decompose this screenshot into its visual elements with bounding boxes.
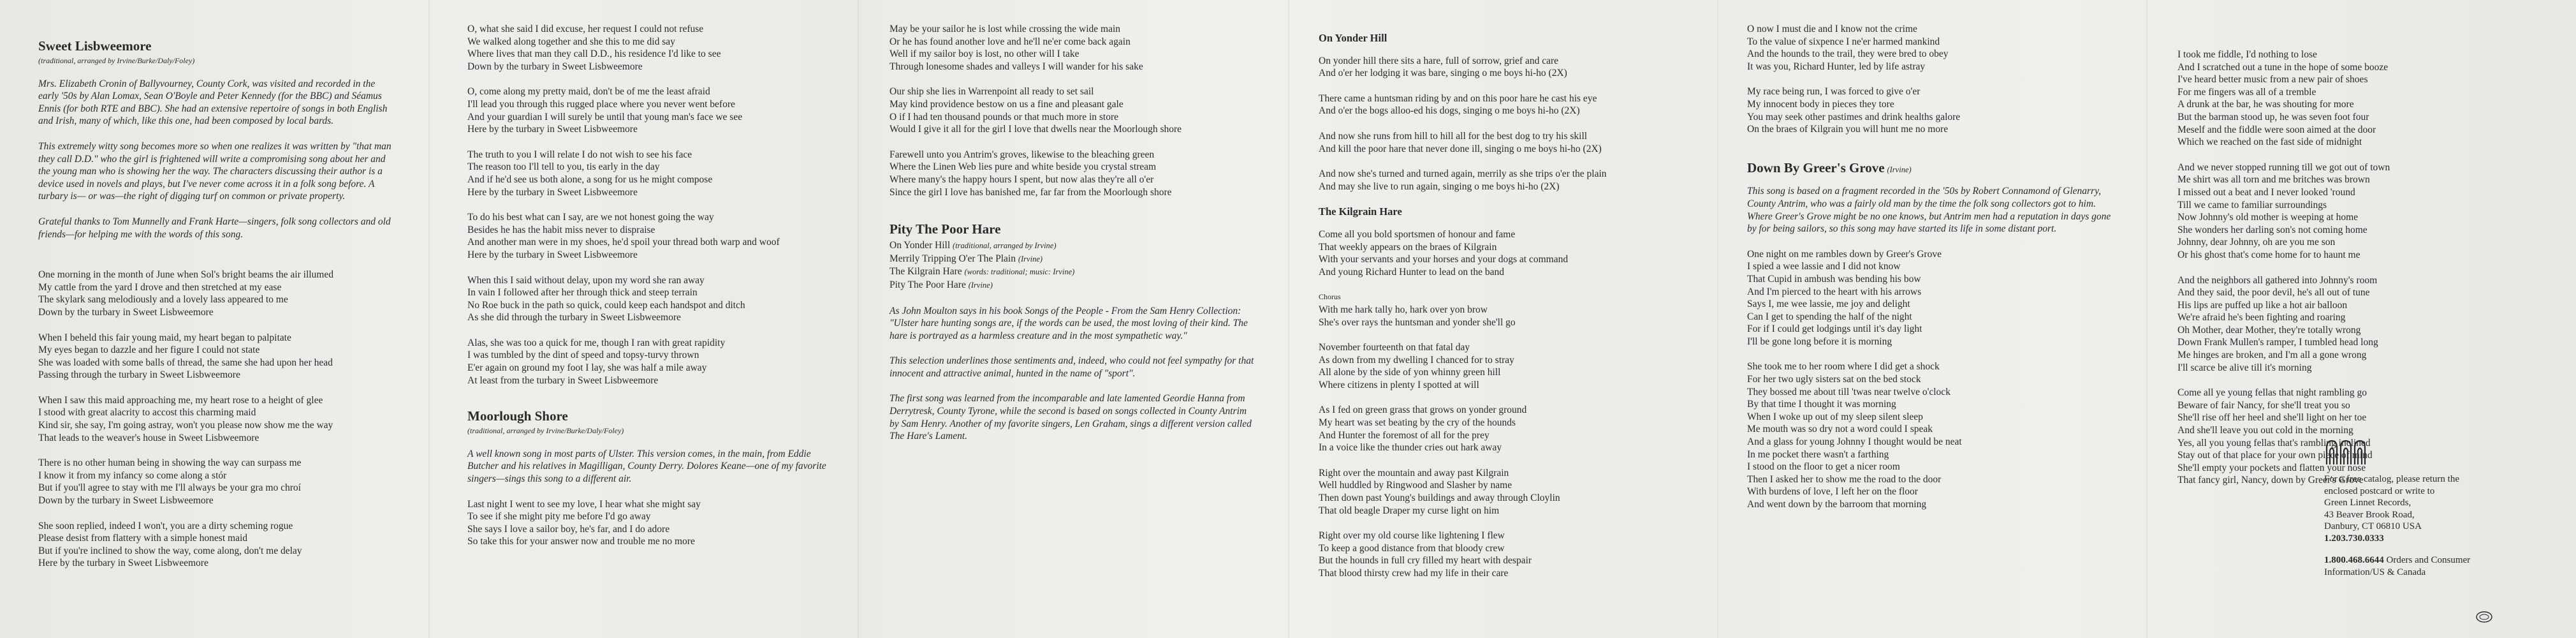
verse: O, what she said I did excuse, her request I could not refuse We walked along together and she this to me did say Where lives that man they call D.D., his residence I'd like to see Down by the turbary in Sweet Lisbweemore	[467, 24, 721, 72]
column-6	[2177, 48, 2535, 500]
verse: I took me fiddle, I'd nothing to lose And I scratched out a tune in the hope of some booze I've heard better music from a new pair of shoes For me fingers was all of a tremble A drunk at the bar, he was shouting for more But the barman stood up, he was seven foot four Meself and the fiddle were soon aimed at the door Which we reached on the fast side of midnight	[2177, 49, 2389, 148]
song-title: Pity The Poor Hare	[889, 221, 1001, 237]
contact-line	[2324, 554, 2503, 567]
verse: Alas, she was too a quick for me, though I ran with great rapidity I was tumbled by the dint of speed and topsy-turvy thrown E'er again on ground my foot I lay, she was half a mile away At least from the turbary in Sweet Lisbweemore	[467, 337, 726, 386]
verse: She soon replied, indeed I won't, you are a dirty scheming rogue Please desist from flattery with a simple honest maid But if you're inclined to show the way, come along, don't me delay Here by the turbary in Sweet Lisbweemore	[38, 520, 302, 569]
phone-number: 1.203.730.0333	[2324, 533, 2384, 544]
intro-paragraph: This song is based on a fragment recorded in the '50s by Robert Connamond of Glenarry, County Antrim, who was a fairly old man by the time the folk song collectors got to him. Where Greer's Grove might be no one knows, but Antrim men had a reputation in days gone by for being sailors, so this song may have started its life in some distant port.	[1747, 186, 2111, 235]
verse: And the neighbors all gathered into Johnny's room And they said, the poor devil, he's all out of tune His lips are puffed up like a hot air balloon We're afraid he's been fighting and roaring Oh Mother, dear Mother, they're totally wrong Down Frank Mullen's ramper, I tumbled head long Me hinges are broken, and I'm all a gone wrong I'll scarce be alive till it's morning	[2177, 274, 2378, 373]
chorus-label: Chorus	[1319, 292, 1341, 302]
contact-info	[2324, 473, 2503, 578]
track-list	[889, 239, 1256, 292]
chorus: With me hark tally ho, hark over yon brow She's over rays the huntsman and yonder she'll go	[1319, 304, 1516, 328]
verse: Farewell unto you Antrim's groves, likewise to the bleaching green Where the Linen Web lies pure and white beside you crystal stream Where many's the happy hours I spent, but now alas they're all o'er Since the girl I love has banished me, far far from the Moorlough shore	[889, 149, 1172, 198]
verse: She took me to her room where I did get a shock For her two ugly sisters sat on the bed stock They bossed me about till 'twas near twelve o'clock By that time I thought it was morning When I woke up out of my sleep silent sleep Me mouth was so dry not a word could I speak And a glass for young Johnny I thought would be neat In me pocket there wasn't a farthing I stood on the floor to get a nicer room Then I asked her to show me the road to the door With burdens of love, I left her on the floor And went down by the barroom that morning	[1747, 361, 1962, 510]
intro-paragraph: The first song was learned from the incomparable and late lamented Geordie Hanna from Derrytresk, County Tyrone, while the second is based on songs collected in County Antrim by Sam Henry. Another of my favorite singers, Len Graham, sings a different version called The Hare's Lament.	[889, 393, 1252, 442]
contact-line: enclosed postcard or write to	[2324, 486, 2435, 496]
phone-label: Orders and Consumer	[2386, 555, 2471, 565]
song-title: On Yonder Hill	[1319, 32, 1387, 44]
verse: May be your sailor he is lost while crossing the wide main Or he has found another love and he'll ne'er come back again Well if my sailor boy is lost, no other will I take Through lonesome shades and valleys I will wander for his sake	[889, 24, 1143, 72]
song-title: Sweet Lisbweemore	[38, 38, 152, 54]
verse: O now I must die and I know not the crime To the value of sixpence I ne'er harmed mankind And the hounds to the trail, they were bred to obey It was you, Richard Hunter, led by life astray	[1747, 24, 1949, 72]
song-credit: (Irvine)	[1887, 165, 1912, 174]
verse: O, come along my pretty maid, don't be of me the least afraid I'll lead you through this rugged place where you never went before And your guardian I will surely be until that young man's face we see Here by the turbary in Sweet Lisbweemore	[467, 86, 743, 135]
column-1	[38, 38, 395, 582]
verse: November fourteenth on that fatal day As down from my dwelling I chanced for to stray All alone by the side of yon whinny green hill Where citizens in plenty I spotted at will	[1319, 342, 1514, 390]
column-5	[1747, 23, 2117, 524]
fold-line	[858, 0, 859, 638]
verse: To do his best what can I say, are we not honest going the way Besides he has the habit miss never to dispraise And another man were in my shoes, he'd spoil your thread both warp and woof Here by the turbary in Sweet Lisbweemore	[467, 212, 780, 260]
phone-number: 1.800.468.6644	[2324, 555, 2384, 565]
intro-paragraph: This extremely witty song becomes more so when one realizes it was written by "that man they call D.D." who the girl is frightened will write a compromising song about her and the young man who is showing her the way. The characters discussing their author is a device used in novels and plays, but I've never come across it in a folk song before. A turbary is— or was—the right of digging turf on common or private property.	[38, 140, 392, 202]
intro-paragraph: This selection underlines those sentiments and, indeed, who could not feel sympathy for that innocent and attractive animal, hunted in the name of "sport".	[889, 355, 1254, 379]
verse: There came a huntsman riding by and on this poor hare he cast his eye And o'er the bogs alloo-ed his dogs, singing o me boys hi-ho (2X)	[1319, 93, 1597, 117]
track-item: On Yonder Hill (traditional, arranged by Irvine)	[889, 240, 1057, 251]
song-heading	[1747, 160, 2117, 177]
column-3	[889, 23, 1256, 456]
verse: Right over my old course like lightening I flew To keep a good distance from that bloody crew But the hounds in full cry filled my heart with despair That blood thirsty crew had my life in their care	[1319, 530, 1532, 579]
intro-paragraph: Mrs. Elizabeth Cronin of Ballyvourney, County Cork, was visited and recorded in the early '50s by Alan Lomax, Sean O'Boyle and Peter Kennedy (for the BBC) and Séamus Ennis (for both RTE and BBC). She had an extensive repertoire of songs in both English and Irish, many of which, like this one, had been composed by local bards.	[38, 78, 388, 127]
verse: When this I said without delay, upon my word she ran away In vain I followed after her through thick and steep terrain No Roe buck in the path so quick, could keep each handspot and ditch As she did through the turbary in Sweet Lisbweemore	[467, 274, 745, 323]
contact-line: 43 Beaver Brook Road,	[2324, 509, 2415, 520]
fold-line	[2146, 0, 2148, 638]
fold-line	[428, 0, 430, 638]
intro-paragraph: Grateful thanks to Tom Munnelly and Frank Harte—singers, folk song collectors and old friends—for helping me with the words of this song.	[38, 216, 391, 240]
fold-line	[1288, 0, 1289, 638]
union-label-icon	[2476, 611, 2492, 623]
verse: When I beheld this fair young maid, my heart began to palpitate My eyes began to dazzle and her figure I could not state She was loaded with some balls of thread, the same she had upon her head Passing through the turbary in Sweet Lisbweemore	[38, 332, 333, 381]
column-4	[1319, 32, 1688, 593]
fold-line	[1717, 0, 1718, 638]
verse: Come all you bold sportsmen of honour and fame That weekly appears on the braes of Kilgrain With your servants and your horses and your dogs at command And young Richard Hunter to lead on the band	[1319, 228, 1569, 278]
intro-paragraph: A well known song in most parts of Ulster. This version comes, in the main, from Eddie Butcher and his relatives in Magilligan, County Derry. Dolores Keane—one of my favorite singers—sings this song to a different air.	[467, 448, 826, 485]
contact-line: Information/US & Canada	[2324, 567, 2426, 577]
contact-line: For a free catalog, please return the	[2324, 474, 2459, 484]
verse: On yonder hill there sits a hare, full of sorrow, grief and care And o'er her lodging it was bare, singing o me boys hi-ho (2X)	[1319, 55, 1567, 79]
verse: And now she runs from hill to hill all for the best dog to try his skill And kill the poor hare that never done ill, singing o me boys hi-ho (2X)	[1319, 130, 1602, 154]
verse: The truth to you I will relate I do not wish to see his face The reason too I'll tell to you, tis early in the day And if he'd see us both alone, a song for us he might compose Here by the turbary in Sweet Lisbweemore	[467, 149, 713, 198]
intro-paragraph: As John Moulton says in his book Songs of the People - From the Sam Henry Collection: "Ulster hare hunting songs are, if the words can be used, the most loving of their kind. The hare is portrayed as a harmless creature and in the most sympathetic way."	[889, 305, 1248, 341]
contact-line: Green Linnet Records,	[2324, 498, 2411, 508]
verse: One morning in the month of June when Sol's bright beams the air illumed My cattle from the yard I drove and then stretched at my ease The skylark sang melodiously and a lovely lass appeared to me Down by the turbary in Sweet Lisbweemore	[38, 269, 333, 318]
verse: My race being run, I was forced to give o'er My innocent body in pieces they tore You may seek other pastimes and drink healths galore On the braes of Kilgrain you will hunt me no more	[1747, 86, 1961, 135]
song-title: The Kilgrain Hare	[1319, 205, 1402, 218]
track-item: Merrily Tripping O'er The Plain (Irvine)	[889, 253, 1043, 264]
contact-line: Danbury, CT 06810 USA	[2324, 521, 2422, 531]
track-item: The Kilgrain Hare (words: traditional; music: Irvine)	[889, 266, 1075, 278]
song-title: Down By Greer's Grove	[1747, 160, 1885, 175]
song-title: Moorlough Shore	[467, 408, 568, 424]
verse: Our ship she lies in Warrenpoint all ready to set sail May kind providence bestow on us a fine and pleasant gale O if I had ten thousand pounds or that much more in store Would I give it all for the girl I love that dwells near the Moorlough shore	[889, 86, 1182, 135]
verse: There is no other human being in showing the way can surpass me I know it from my infancy so come along a stór But if you'll agree to stay with me I'll always be your gra mo chroí Down by the turbary in Sweet Lisbweemore	[38, 457, 302, 507]
column-2	[467, 23, 831, 561]
verse: And we never stopped running till we got out of town Me shirt was all torn and me britches was brown I missed out a beat and I never looked 'round Till we came to familiar surroundings Now Johnny's old mother is weeping at home She wonders her darling son's not coming home Johnny, dear Johnny, oh are you me son Or his ghost that's come home for to haunt me	[2177, 161, 2390, 260]
verse: Come all ye young fellas that night rambling go Beware of fair Nancy, for she'll treat you so She'll rise off her heel and she'll light on her toe And she'll leave you out cold in the morning Yes, all you young fellas that's rambling inclined Stay out of that place for your own piece of mind She'll empty your pockets and flatten your nose That fancy girl, Nancy, down by Greer's Grove	[2177, 387, 2373, 486]
verse: Right over the mountain and away past Kilgrain Well huddled by Ringwood and Slasher by name Then down past Young's buildings and away through Cloylin That old beagle Draper my curse light on him	[1319, 467, 1560, 516]
label-logo-icon	[2324, 439, 2394, 466]
track-item: Pity The Poor Hare (Irvine)	[889, 279, 993, 290]
verse: Last night I went to see my love, I hear what she might say To see if she might pity me before I'd go away She says I love a sailor boy, he's far, and I do adore So take this for your answer now and trouble me no more	[467, 498, 701, 547]
song-credit: (traditional, arranged by Irvine/Burke/Daly/Foley)	[467, 426, 624, 436]
verse: As I fed on green grass that grows on yonder ground My heart was set beating by the cry of the hounds And Hunter the foremost of all for the prey In a voice like the thunder cries out hark away	[1319, 404, 1527, 454]
verse: When I saw this maid approaching me, my heart rose to a height of glee I stood with great alacrity to accost this charming maid Kind sir, she say, I'm going astray, won't you please now show me the way That leads to the weaver's house in Sweet Lisbweemore	[38, 394, 333, 443]
song-credit: (traditional, arranged by Irvine/Burke/Daly/Foley)	[38, 56, 195, 65]
verse: And now she's turned and turned again, merrily as she trips o'er the plain And may she live to run again, singing o me boys hi-ho (2X)	[1319, 168, 1607, 192]
verse: One night on me rambles down by Greer's Grove I spied a wee lassie and I did not know That Cupid in ambush was bending his bow And I'm pierced to the heart with his arrows Says I, me wee lassie, me joy and delight Can I get to spending the half of the night For if I could get lodgings until it's day light I'll be gone long before it is morning	[1747, 248, 1942, 347]
